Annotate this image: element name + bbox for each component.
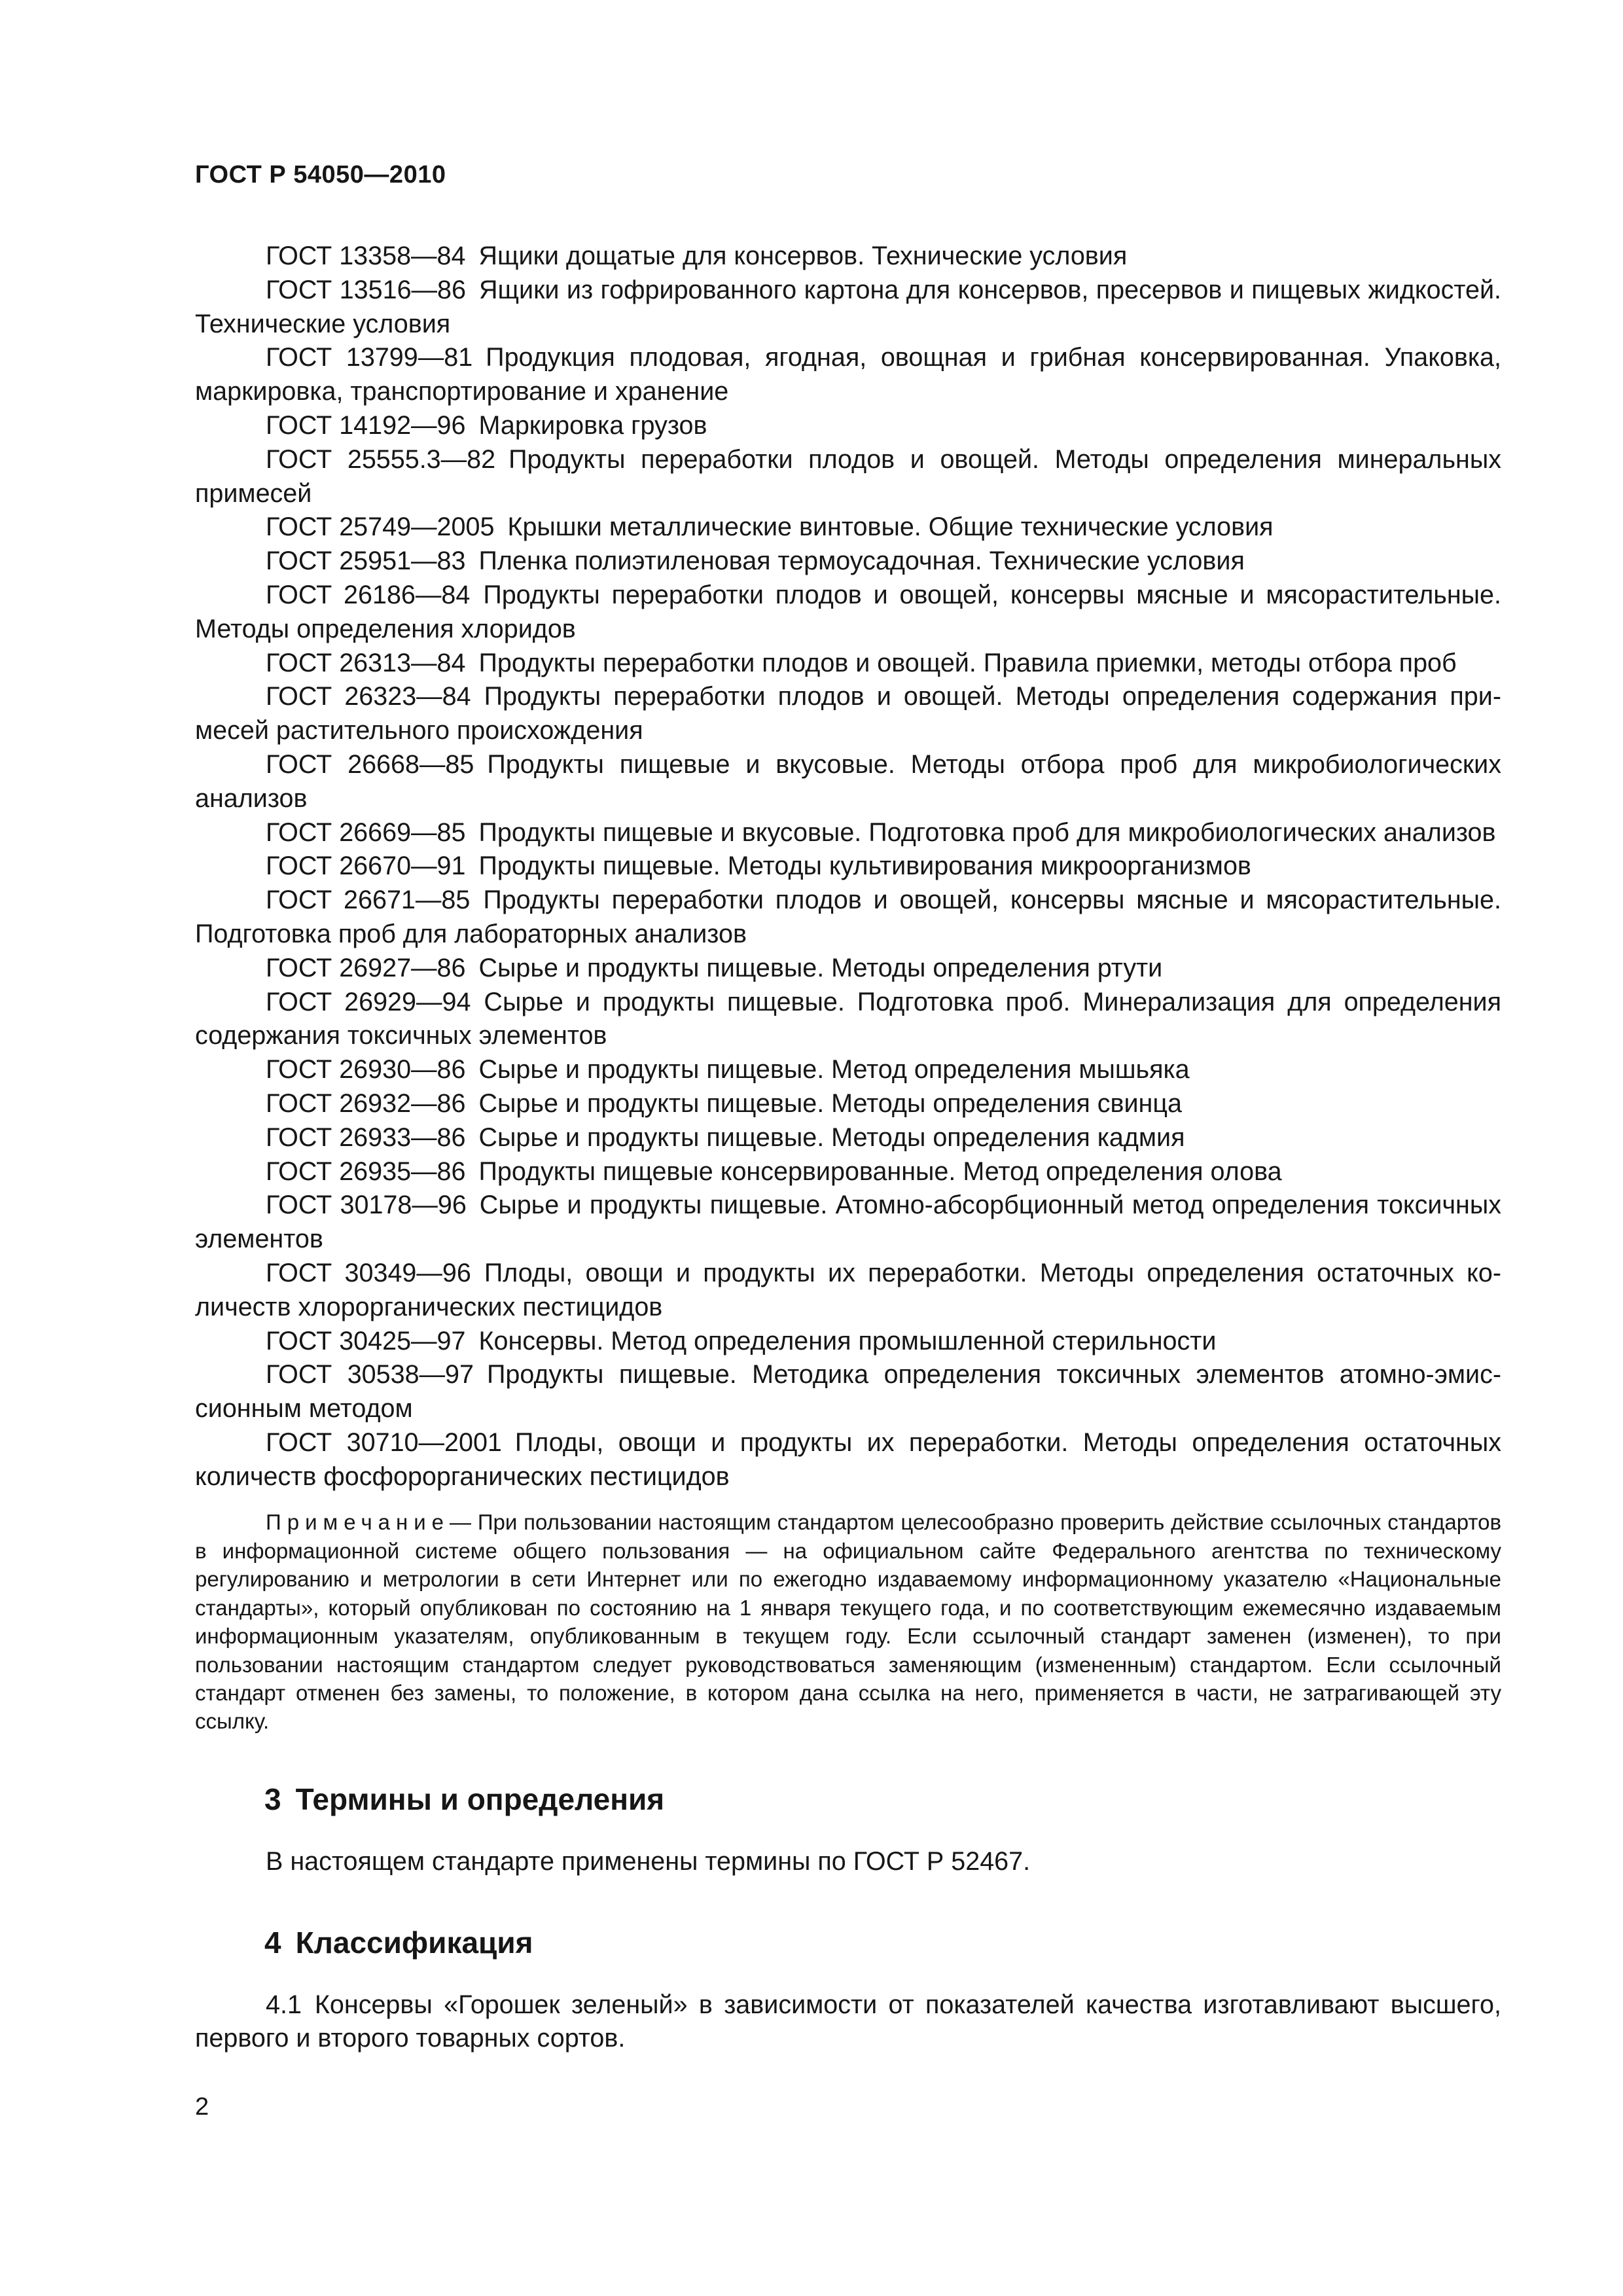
note-text: — При пользовании настоящим стандартом целесообразно проверить действие ссылочных стандартов в информационной системе общего пользования — на официальном сайте Федерального агентства по техническому регулированию и метрологии в сети Интернет или по ежегодно издаваемому информационному указателю «Национальные стандарты», который опубликован по состоянию на 1 января текущего года, и по соответствующим ежемесячно издаваемым информационным указателям, опубликованным в текущем году. Если ссылочный стандарт заменен (изменен), то при пользовании настоящим стандартом следует руководствоваться заменяющим (измененным) стандартом. Если ссылочный стандарт отменен без замены, то положение, в котором дана ссылка на него, применяется в части, не затрагивающей эту ссылку. — [195, 1510, 1501, 1734]
reference-title: Ящики дощатые для консервов. Технические условия — [478, 242, 1128, 270]
reference-item — [195, 1155, 1501, 1189]
reference-code: ГОСТ 26932—86 — [266, 1088, 466, 1118]
reference-code: ГОСТ 26927—86 — [266, 953, 466, 982]
reference-code: ГОСТ 26313—84 — [266, 648, 466, 677]
section-4-title: Классификация — [295, 1925, 533, 1960]
reference-title: Продукты переработки плодов и овощей, консервы мясные и мясорастительные. Методы определения хлоридов — [195, 580, 1501, 643]
reference-code: ГОСТ 26929—94 — [266, 987, 471, 1016]
reference-code: ГОСТ 26670—91 — [266, 852, 466, 881]
reference-code: ГОСТ 13516—86 — [266, 275, 466, 304]
section-4-heading — [264, 1923, 1501, 1962]
reference-title: Продукты переработки плодов и овощей. Методы определения минеральных примесей — [195, 444, 1501, 508]
reference-code: ГОСТ 13358—84 — [266, 242, 466, 270]
reference-item — [195, 1358, 1501, 1426]
reference-title: Ящики из гофрированного картона для консервов, пресервов и пищевых жидкостей. Технические условия — [195, 275, 1502, 338]
reference-code: ГОСТ 13799—81 — [266, 343, 473, 372]
reference-title: Продукты пищевые. Методы культивирования микроорганизмов — [478, 852, 1251, 881]
reference-title: Сырье и продукты пищевые. Методы определения кадмия — [478, 1122, 1185, 1152]
reference-item — [195, 647, 1501, 681]
reference-code: ГОСТ 25555.3—82 — [266, 444, 496, 474]
reference-code: ГОСТ 30349—96 — [266, 1258, 471, 1287]
reference-title: Продукты пищевые и вкусовые. Методы отбора проб для микробиологических анализов — [195, 749, 1501, 813]
reference-item — [195, 816, 1501, 850]
section-3-text: В настоящем стандарте применены термины по ГОСТ Р 52467. — [266, 1846, 1031, 1876]
reference-item — [195, 952, 1501, 986]
page-number: 2 — [195, 2093, 209, 2121]
reference-code: ГОСТ 25951—83 — [266, 547, 466, 576]
reference-title: Пленка полиэтиленовая термоусадочная. Технические условия — [478, 547, 1245, 576]
reference-item — [195, 884, 1501, 952]
reference-item — [195, 1257, 1501, 1325]
reference-title: Продукты переработки плодов и овощей. Методы определения содержания примесей растительного происхождения — [195, 682, 1501, 745]
section-3-title: Термины и определения — [295, 1782, 665, 1816]
section-3-heading — [264, 1780, 1501, 1819]
reference-title: Продукты пищевые. Методика определения токсичных элементов атомно-эмиссионным методом — [195, 1360, 1501, 1424]
reference-title: Сырье и продукты пищевые. Метод определения мышьяка — [478, 1055, 1190, 1085]
reference-item — [195, 1087, 1501, 1121]
reference-code: ГОСТ 30538—97 — [266, 1360, 474, 1390]
reference-item — [195, 1121, 1501, 1155]
reference-item — [195, 443, 1501, 511]
reference-title: Плоды, овощи и продукты их переработки. Методы определения остаточных количеств фосфорорганических пестицидов — [195, 1427, 1501, 1491]
main-content — [195, 240, 1501, 2056]
reference-code: ГОСТ 26935—86 — [266, 1157, 466, 1186]
reference-title: Продукты переработки плодов и овощей. Правила приемки, методы отбора проб — [478, 648, 1457, 677]
reference-item — [195, 986, 1501, 1054]
paragraph-number: 4.1 — [266, 1990, 302, 2019]
reference-code: ГОСТ 14192—96 — [266, 410, 466, 440]
reference-item — [195, 545, 1501, 579]
reference-code: ГОСТ 26323—84 — [266, 682, 471, 711]
reference-item — [195, 1325, 1501, 1359]
reference-item — [195, 409, 1501, 443]
section-4-number: 4 — [264, 1925, 281, 1960]
reference-item — [195, 274, 1501, 342]
reference-item — [195, 1189, 1501, 1257]
section-4-paragraph — [195, 1988, 1501, 2056]
reference-item — [195, 579, 1501, 647]
references-note — [195, 1508, 1501, 1735]
reference-item — [195, 1426, 1501, 1494]
reference-item — [195, 511, 1501, 545]
reference-title: Сырье и продукты пищевые. Атомно-абсорбционный метод определения токсичных элементов — [195, 1191, 1501, 1254]
reference-item — [195, 341, 1501, 409]
note-label: Примечание — [266, 1510, 450, 1535]
paragraph-text: Консервы «Горошек зеленый» в зависимости от показателей качества изготавливают высшего, первого и второго товарных сортов. — [195, 1990, 1501, 2053]
reference-code: ГОСТ 26930—86 — [266, 1055, 466, 1085]
reference-title: Сырье и продукты пищевые. Подготовка проб. Минерализация для определения содержания токсичных элементов — [195, 987, 1501, 1050]
reference-title: Крышки металлические винтовые. Общие технические условия — [507, 512, 1274, 542]
reference-code: ГОСТ 26669—85 — [266, 817, 466, 847]
reference-title: Консервы. Метод определения промышленной стерильности — [478, 1326, 1217, 1355]
reference-code: ГОСТ 26186—84 — [266, 580, 471, 609]
reference-code: ГОСТ 30425—97 — [266, 1326, 466, 1355]
reference-title: Продукты пищевые и вкусовые. Подготовка проб для микробиологических анализов — [478, 817, 1496, 847]
section-3-number: 3 — [264, 1782, 281, 1816]
reference-item — [195, 748, 1501, 816]
reference-title: Продукция плодовая, ягодная, овощная и грибная консервированная. Упаковка, маркировка, транспортирование и хранение — [195, 343, 1501, 406]
reference-title: Сырье и продукты пищевые. Методы определения свинца — [478, 1088, 1182, 1118]
reference-code: ГОСТ 26671—85 — [266, 886, 471, 915]
references-list — [195, 240, 1501, 1494]
reference-item — [195, 680, 1501, 748]
reference-code: ГОСТ 26668—85 — [266, 749, 474, 779]
reference-title: Продукты переработки плодов и овощей, консервы мясные и мясорастительные. Подготовка проб для лабораторных анализов — [195, 886, 1501, 948]
reference-code: ГОСТ 30178—96 — [266, 1191, 467, 1220]
reference-code: ГОСТ 30710—2001 — [266, 1427, 502, 1457]
reference-title: Продукты пищевые консервированные. Метод определения олова — [478, 1157, 1282, 1186]
reference-item — [195, 850, 1501, 884]
reference-title: Маркировка грузов — [478, 410, 707, 440]
reference-code: ГОСТ 26933—86 — [266, 1122, 466, 1152]
reference-item — [195, 1053, 1501, 1087]
reference-title: Плоды, овощи и продукты их переработки. Методы определения остаточных количеств хлорорганических пестицидов — [195, 1258, 1501, 1321]
reference-code: ГОСТ 25749—2005 — [266, 512, 495, 542]
document-header: ГОСТ Р 54050—2010 — [195, 161, 446, 188]
reference-item — [195, 240, 1501, 274]
reference-title: Сырье и продукты пищевые. Методы определения ртути — [478, 953, 1163, 982]
